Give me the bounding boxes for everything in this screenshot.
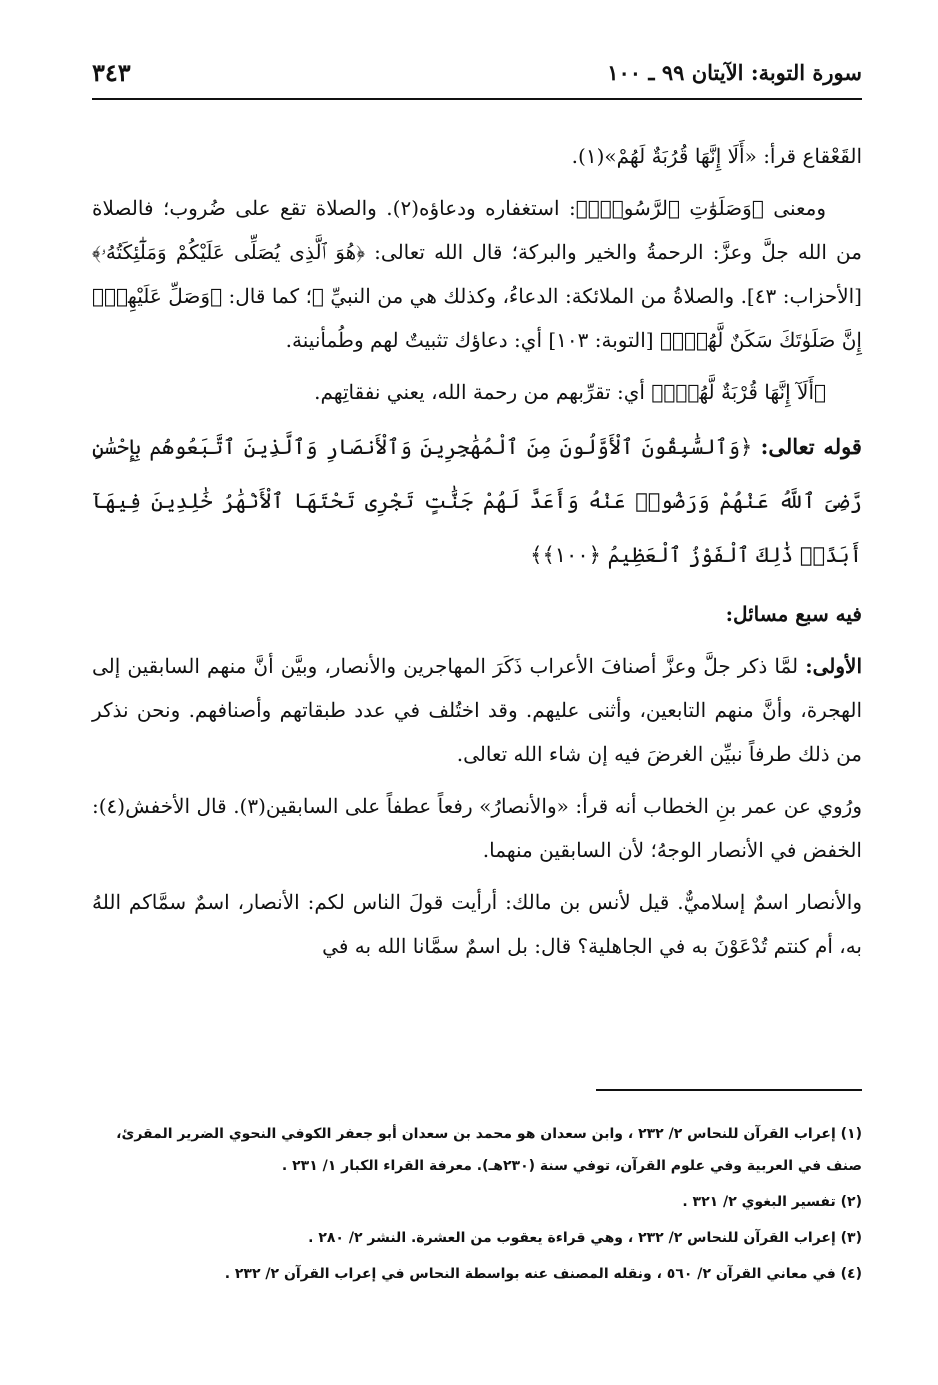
verse-text: ﴿وَٱلسَّٰبِقُونَ ٱلْأَوَّلُونَ مِنَ ٱلْمُهَٰجِرِينَ وَٱلْأَنصَارِ وَٱلَّذِينَ ٱتَّبَعُوهُم بِإِحْسَٰنٍ رَّضِىَ ٱللَّهُ عَنْهُمْ وَرَضُوا۟ عَنْهُ وَأَعَدَّ لَهُمْ جَنَّٰتٍ تَجْرِى تَحْتَهَا ٱلْأَنْهَٰرُ خَٰلِدِينَ فِيهَآ أَبَدًاۚ ذَٰلِكَ ٱلْفَوْزُ ٱلْعَظِيمُ ﴿١٠٠﴾﴾ xyxy=(92,435,862,567)
footnote-3: (٣) إعراب القرآن للنحاس ٢/ ٢٣٢ ، وهي قراءة يعقوب من العشرة. النشر ٢/ ٢٨٠ . xyxy=(308,1230,862,1246)
running-header xyxy=(92,56,862,96)
page-number: ٣٤٣ xyxy=(92,58,131,87)
quran-verse-block xyxy=(92,420,862,582)
main-text xyxy=(92,134,862,968)
footnotes xyxy=(92,1118,862,1290)
paragraph-salat-meaning: ومعنى ﴿وَصَلَوَٰتِ ٱلرَّسُولِۚ﴾: استغفاره ودعاؤه(٢). والصلاة تقع على ضُروب؛ فالصلاة من الله جلَّ وعزَّ: الرحمةُ والخير والبركة؛ قال الله تعالى: ﴿هُوَ ٱلَّذِى يُصَلِّى عَلَيْكُمْ وَمَلَٰٓئِكَتُهُۥ﴾ [الأحزاب: ٤٣]. والصلاةُ من الملائكة: الدعاءُ، وكذلك هي من النبيِّ ﷺ؛ كما قال: ﴿وَصَلِّ عَلَيْهِمْۖ إِنَّ صَلَوٰتَكَ سَكَنٌ لَّهُمْۗ﴾ [التوبة: ١٠٣] أي: دعاؤك تثبيتٌ لهم وطُمأنينة. xyxy=(92,196,862,352)
verse-lead: قوله تعالى: xyxy=(760,434,862,459)
footnote-2: (٢) تفسير البغوي ٢/ ٣٢١ . xyxy=(682,1194,862,1210)
paragraph-umar-reading: ورُوي عن عمر بنِ الخطاب أنه قرأ: «والأنصارُ» رفعاً عطفاً على السابقين(٣). قال الأخفش(٤): الخفض في الأنصار الوجهُ؛ لأن السابقين منهما. xyxy=(92,794,862,862)
header-rule xyxy=(92,98,862,100)
issue-lead: الأولى: xyxy=(805,654,863,678)
paragraph-first-issue xyxy=(92,644,862,776)
paragraph-qiraat: القَعْقاع قرأ: «أَلَا إِنَّهَا قُرُبَةٌ لَهُمْ»(١). xyxy=(571,144,862,168)
section-heading: فيه سبع مسائل: xyxy=(725,602,862,626)
paragraph-ansar: والأنصار اسمٌ إسلاميٌّ. قيل لأنس بن مالك: أرأيت قولَ الناس لكم: الأنصار، اسمٌ سمَّاكم اللهُ به، أم كنتم تُدْعَوْنَ به في الجاهلية؟ قال: بل اسمٌ سمَّانا الله به في xyxy=(92,890,862,958)
paragraph-qurbah: ﴿أَلَآ إِنَّهَا قُرْبَةٌ لَّهُمْۚ﴾ أي: تقرِّبهم من رحمة الله، يعني نفقاتِهم. xyxy=(314,380,826,404)
footnote-1: (١) إعراب القرآن للنحاس ٢/ ٢٣٢ ، وابن سعدان هو محمد بن سعدان أبو جعفر الكوفي النحوي الضرير المقرئ، صنف في العربية وفي علوم القرآن، توفي سنة (٢٣٠هـ). معرفة القراء الكبار ١/ ٢٣١ . xyxy=(116,1126,862,1174)
header-title: سورة التوبة: الآيتان ٩٩ ـ ١٠٠ xyxy=(607,60,862,85)
footnote-rule xyxy=(596,1089,862,1091)
issue-text: لمَّا ذكر جلَّ وعزَّ أصنافَ الأعراب ذَكَرَ المهاجرين والأنصار، وبيَّن أنَّ منهم السابقين إلى الهجرة، وأنَّ منهم التابعين، وأثنى عليهم. وقد اختُلف في عدد طبقاتهم وأصنافهم. ونحن نذكر من ذلك طرفاً نبيِّن الغرضَ فيه إن شاء الله تعالى. xyxy=(92,654,862,766)
footnote-4: (٤) في معاني القرآن ٢/ ٥٦٠ ، ونقله المصنف عنه بواسطة النحاس في إعراب القرآن ٢/ ٢٣٢ . xyxy=(224,1266,862,1282)
